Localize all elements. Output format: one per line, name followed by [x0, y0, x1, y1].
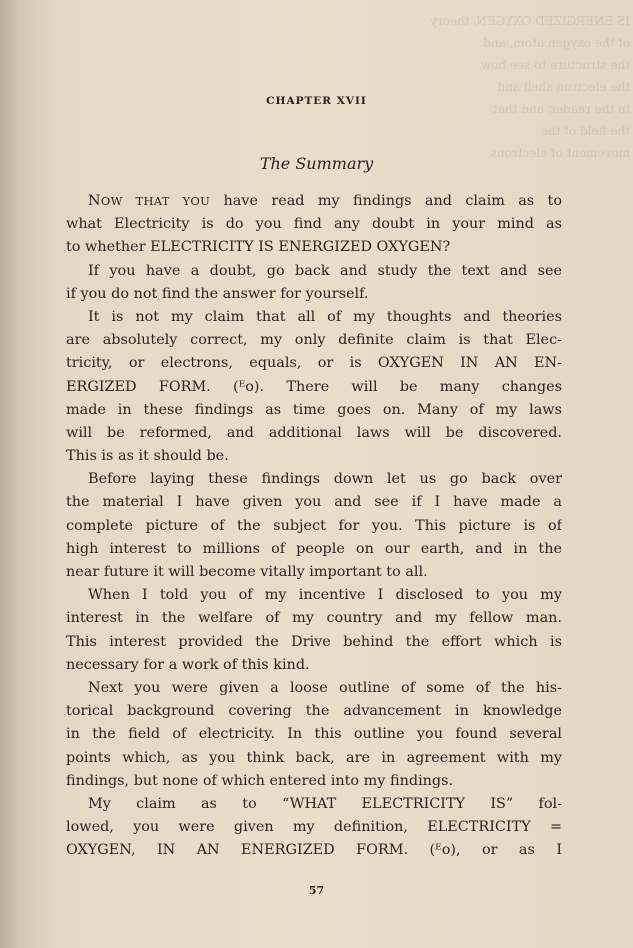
line-text: near future it will become vitally important to all.: [66, 564, 428, 580]
text-line: [66, 422, 562, 445]
text-line: [66, 631, 562, 654]
line-text: the material I have given you and see if I have made a: [66, 494, 562, 511]
text-line: [66, 260, 562, 283]
bleed-line: the structure to see how: [480, 58, 630, 72]
line-text: This interest provided the Drive behind the effort which is: [66, 633, 562, 650]
text-line: [66, 376, 562, 399]
text-line: [66, 468, 562, 491]
text-line: [66, 445, 562, 468]
text-line: [66, 584, 562, 607]
text-line: [66, 607, 562, 630]
text-line: [66, 306, 562, 329]
text-line: [66, 561, 562, 584]
text-line: [66, 654, 562, 677]
line-text: points which, as you think back, are in agreement with my: [66, 749, 562, 766]
line-text: if you do not find the answer for yourself.: [66, 285, 369, 302]
line-text: are absolutely correct, my only definite claim is that Elec-: [66, 332, 562, 349]
line-text: complete picture of the subject for you. This picture is of: [66, 517, 562, 534]
bleed-line: of the oxygen atom, and: [483, 36, 630, 50]
line-text: interest in the welfare of my country and my fellow man.: [66, 610, 562, 627]
line-text: made in these findings as time goes on. Many of my laws: [66, 401, 562, 418]
text-line: [66, 677, 562, 700]
line-text: Before laying these findings down let us go back over: [88, 471, 562, 488]
line-text: When I told you of my incentive I disclosed to you my: [88, 587, 562, 604]
line-text: have read my findings and claim as to: [210, 193, 562, 209]
text-line: [66, 491, 562, 514]
line-text: high interest to millions of people on our earth, and in the: [66, 540, 562, 557]
line-text: what Electricity is do you find any doubt in your mind as: [66, 216, 562, 233]
line-text: torical background covering the advancement in knowledge: [66, 703, 562, 720]
chapter-heading: CHAPTER XVII: [266, 95, 367, 107]
body-text: [66, 190, 562, 862]
bleed-line: movement of electrons: [490, 146, 630, 160]
line-text: This is as it should be.: [66, 448, 229, 465]
text-line: [66, 190, 562, 213]
line-text: findings, but none of which entered into my findings.: [66, 772, 454, 789]
bleed-line: IS ENERGIZED OXYGEN, theory: [430, 14, 630, 28]
small-caps-lead: NOW THAT YOU: [88, 193, 211, 209]
line-text: in the field of electricity. In this outline you found several: [66, 726, 562, 743]
line-text: will be reformed, and additional laws will be discovered.: [66, 424, 562, 441]
text-line: [66, 816, 562, 839]
bleed-line: to the reader, and that: [492, 102, 630, 116]
text-line: [66, 700, 562, 723]
text-line: [66, 213, 562, 236]
line-text: Next you were given a loose outline of some of the his-: [88, 679, 562, 696]
text-line: [66, 515, 562, 538]
text-line: [66, 723, 562, 746]
line-text: to whether ELECTRICITY IS ENERGIZED OXYGEN?: [66, 239, 451, 256]
text-line: [66, 399, 562, 422]
line-text: If you have a doubt, go back and study the text and see: [88, 262, 562, 279]
line-text: My claim as to “WHAT ELECTRICITY IS” fol-: [88, 795, 562, 812]
page-number: 57: [308, 884, 325, 897]
text-line: [66, 329, 562, 352]
bleed-line: the electron shell and: [497, 80, 630, 94]
text-line: [66, 770, 562, 793]
text-line: [66, 747, 562, 770]
line-text: lowed, you were given my definition, ELECTRICITY =: [66, 819, 562, 836]
text-line: [66, 236, 562, 259]
line-text: ERGIZED FORM. (ᴱo). There will be many changes: [66, 378, 562, 395]
line-text: OXYGEN, IN AN ENERGIZED FORM. (ᴱo), or as I: [66, 842, 562, 859]
text-line: [66, 352, 562, 375]
line-text: It is not my claim that all of my thoughts and theories: [88, 308, 562, 325]
bleed-line: the field of the: [540, 124, 630, 138]
section-title: The Summary: [259, 154, 374, 173]
text-line: [66, 538, 562, 561]
line-text: necessary for a work of this kind.: [66, 656, 310, 673]
text-line: [66, 839, 562, 862]
text-line: [66, 283, 562, 306]
line-text: tricity, or electrons, equals, or is OXYGEN IN AN EN-: [66, 355, 562, 372]
text-line: [66, 793, 562, 816]
